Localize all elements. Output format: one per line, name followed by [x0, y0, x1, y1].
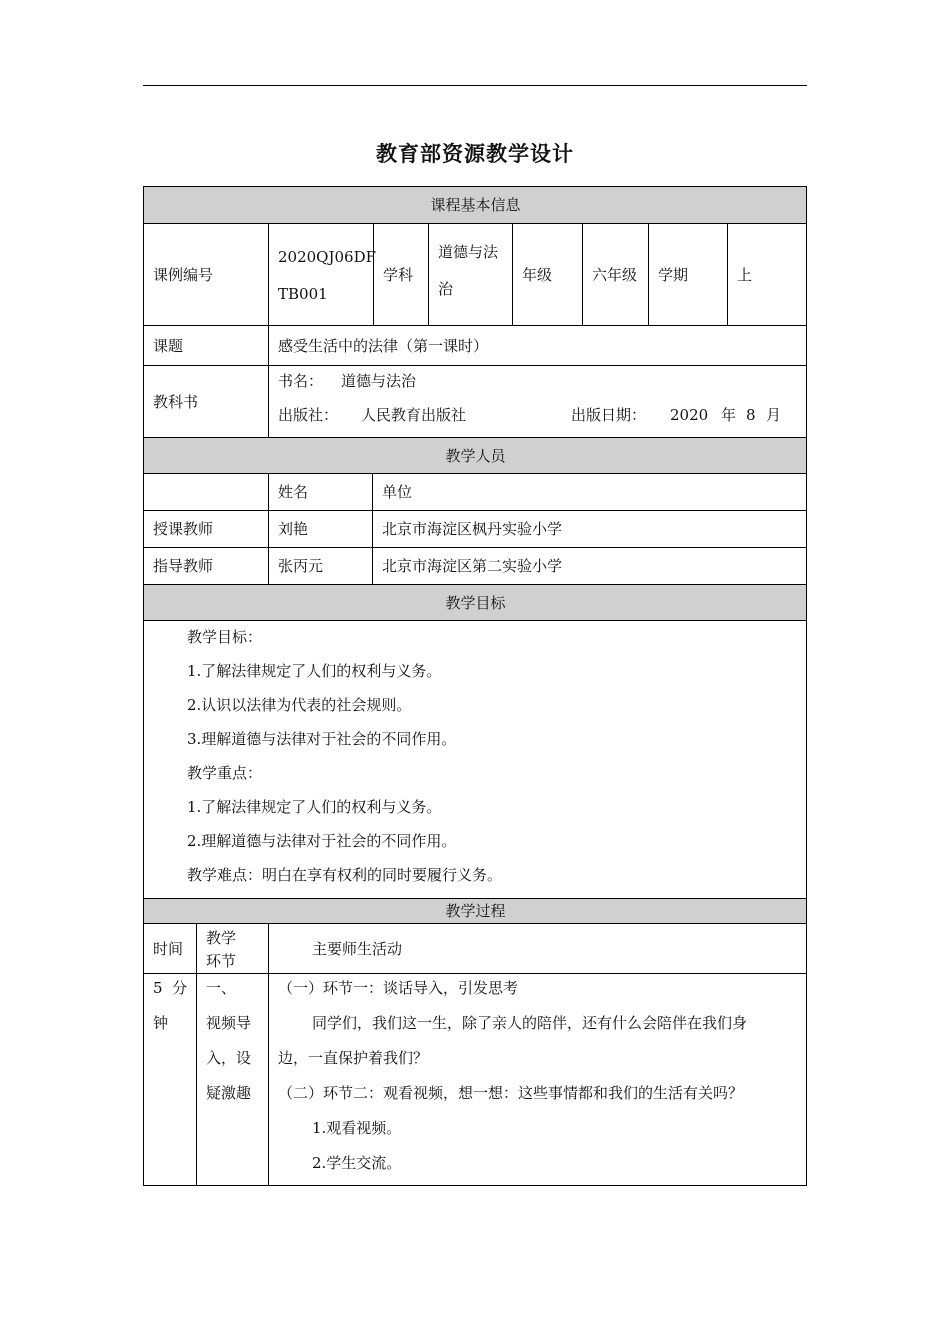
staff-name: 张丙元 — [278, 557, 324, 575]
activity-line: （一）环节一：谈话导入，引发思考 — [278, 979, 519, 997]
book-name-value: 道德与法治 — [341, 372, 417, 390]
staff-name-header: 姓名 — [278, 483, 309, 501]
table-row — [143, 510, 268, 547]
grade-label: 年级 — [522, 265, 553, 284]
topic-value: 感受生活中的法律（第一课时） — [278, 336, 489, 355]
term-label-cell — [648, 223, 727, 325]
objective-line: 1.了解法律规定了人们的权利与义务。 — [187, 662, 442, 680]
objective-line: 教学难点：明白在享有权利的同时要履行义务。 — [187, 866, 503, 884]
table-cell — [372, 510, 807, 547]
activity-cell — [268, 973, 807, 1186]
subject-value-cell — [428, 223, 512, 325]
stage-header-line2: 环节 — [206, 952, 237, 970]
staff-unit: 北京市海淀区第二实验小学 — [382, 557, 563, 575]
stage-cell — [196, 973, 268, 1186]
process-header — [143, 898, 807, 923]
grade-value-cell — [582, 223, 648, 325]
book-name-label: 书名： — [278, 372, 324, 390]
case-no-value-line2: TB001 — [278, 285, 328, 303]
grade-value: 六年级 — [592, 265, 638, 284]
staff-header — [143, 437, 807, 473]
stage-line: 视频导 — [206, 1014, 252, 1032]
subject-label-cell — [373, 223, 428, 325]
document-title: 教育部资源教学设计 — [376, 142, 574, 166]
staff-name: 刘艳 — [278, 520, 309, 538]
activity-line: 边，一直保护着我们？ — [278, 1049, 429, 1067]
activity-header: 主要师生活动 — [312, 939, 403, 958]
objectives-header — [143, 584, 807, 620]
stage-line: 一、 — [206, 979, 237, 997]
activity-line: （二）环节二：观看视频，想一想：这些事情都和我们的生活有关吗？ — [278, 1084, 744, 1102]
publisher-label: 出版社： — [278, 406, 339, 424]
pub-month: 8 — [746, 406, 756, 424]
stage-header-line1: 教学 — [206, 929, 237, 947]
case-no-value-cell — [268, 223, 377, 325]
time-cell — [143, 973, 196, 1186]
subject-label: 学科 — [383, 265, 414, 284]
textbook-label: 教科书 — [153, 392, 199, 411]
objective-line: 教学重点： — [187, 764, 263, 782]
topic-value-cell — [268, 325, 807, 365]
pub-date-label: 出版日期： — [571, 406, 647, 424]
objectives-body — [143, 620, 807, 898]
topic-label-cell — [143, 325, 268, 365]
subject-value-line2: 治 — [438, 280, 454, 298]
stage-line: 入，设 — [206, 1049, 252, 1067]
activity-header-cell — [268, 923, 807, 973]
stage-header-cell — [196, 923, 268, 973]
staff-role: 指导教师 — [153, 557, 214, 575]
basic-info-title: 课程基本信息 — [430, 196, 521, 214]
case-no-label-cell — [143, 223, 268, 325]
activity-line: 1.观看视频。 — [312, 1119, 402, 1137]
staff-role: 授课教师 — [153, 520, 214, 538]
textbook-label-cell — [143, 365, 268, 437]
year-unit: 年 — [721, 406, 737, 424]
header-rule — [143, 85, 807, 86]
staff-name-header-cell — [268, 473, 372, 510]
topic-label: 课题 — [153, 336, 184, 355]
basic-info-header — [143, 186, 807, 223]
table-cell — [268, 510, 372, 547]
lesson-plan-table — [143, 186, 807, 1186]
table-cell — [372, 547, 807, 584]
staff-unit-header: 单位 — [382, 483, 413, 501]
objective-line: 2.理解道德与法律对于社会的不同作用。 — [187, 832, 457, 850]
staff-title: 教学人员 — [445, 446, 506, 465]
objective-line: 2.认识以法律为代表的社会规则。 — [187, 696, 412, 714]
activity-line: 2.学生交流。 — [312, 1154, 402, 1172]
time-line2: 钟 — [153, 1014, 169, 1032]
activity-line: 同学们，我们这一生，除了亲人的陪伴，还有什么会陪伴在我们身 — [312, 1014, 748, 1032]
case-no-value-line1: 2020QJ06DF — [278, 248, 377, 266]
month-unit: 月 — [766, 406, 782, 424]
pub-year: 2020 — [670, 406, 709, 424]
term-value-cell — [727, 223, 807, 325]
term-value: 上 — [737, 265, 753, 284]
staff-corner-cell — [143, 473, 268, 510]
time-line1: 5 分 — [153, 979, 188, 997]
subject-value-line1: 道德与法 — [438, 243, 499, 261]
grade-label-cell — [512, 223, 582, 325]
staff-unit: 北京市海淀区枫丹实验小学 — [382, 520, 563, 538]
term-label: 学期 — [658, 265, 689, 284]
table-row — [143, 547, 268, 584]
textbook-info-cell — [268, 365, 807, 437]
staff-unit-header-cell — [372, 473, 807, 510]
stage-line: 疑激趣 — [206, 1084, 252, 1102]
time-header: 时间 — [153, 939, 184, 958]
objective-line: 教学目标： — [187, 628, 263, 646]
objectives-title: 教学目标 — [445, 593, 506, 612]
objective-line: 1.了解法律规定了人们的权利与义务。 — [187, 798, 442, 816]
case-no-label: 课例编号 — [153, 265, 214, 284]
publisher-value: 人民教育出版社 — [361, 406, 467, 424]
objective-line: 3.理解道德与法律对于社会的不同作用。 — [187, 730, 457, 748]
table-cell — [268, 547, 372, 584]
time-header-cell — [143, 923, 196, 973]
process-title: 教学过程 — [445, 902, 506, 920]
